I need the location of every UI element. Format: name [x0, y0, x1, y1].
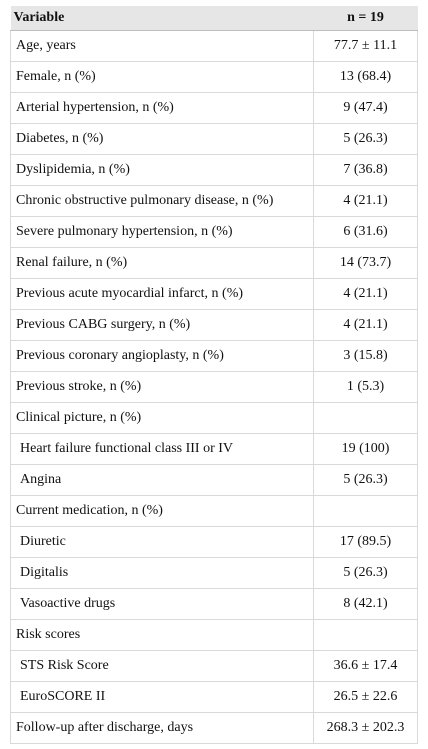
row-label: STS Risk Score [11, 651, 314, 682]
row-value: 17 (89.5) [314, 527, 418, 558]
row-value: 3 (15.8) [314, 341, 418, 372]
table-row [11, 186, 418, 217]
row-value [314, 496, 418, 527]
row-label: Age, years [11, 31, 314, 62]
table-row [11, 713, 418, 744]
row-value: 13 (68.4) [314, 62, 418, 93]
row-label: EuroSCORE II [11, 682, 314, 713]
row-label: Angina [11, 465, 314, 496]
row-value: 5 (26.3) [314, 465, 418, 496]
row-label: Vasoactive drugs [11, 589, 314, 620]
table-row [11, 93, 418, 124]
row-value: 19 (100) [314, 434, 418, 465]
row-value: 5 (26.3) [314, 558, 418, 589]
row-label: Female, n (%) [11, 62, 314, 93]
row-value: 9 (47.4) [314, 93, 418, 124]
table-row [11, 589, 418, 620]
table-header-row [11, 6, 418, 31]
row-label: Clinical picture, n (%) [11, 403, 314, 434]
table-row [11, 248, 418, 279]
row-label: Previous coronary angioplasty, n (%) [11, 341, 314, 372]
table-row [11, 434, 418, 465]
header-value: n = 19 [314, 6, 418, 31]
table-row [11, 682, 418, 713]
table-row [11, 31, 418, 62]
row-value: 14 (73.7) [314, 248, 418, 279]
table-container [10, 6, 417, 744]
row-label: Diuretic [11, 527, 314, 558]
table-row [11, 620, 418, 651]
table-body [11, 31, 418, 744]
header-variable: Variable [11, 6, 314, 31]
row-value: 5 (26.3) [314, 124, 418, 155]
row-value: 1 (5.3) [314, 372, 418, 403]
row-value: 7 (36.8) [314, 155, 418, 186]
table-row [11, 310, 418, 341]
table-row [11, 372, 418, 403]
row-label: Digitalis [11, 558, 314, 589]
row-label: Previous stroke, n (%) [11, 372, 314, 403]
row-value: 8 (42.1) [314, 589, 418, 620]
row-label: Diabetes, n (%) [11, 124, 314, 155]
row-label: Renal failure, n (%) [11, 248, 314, 279]
row-label: Dyslipidemia, n (%) [11, 155, 314, 186]
row-value: 4 (21.1) [314, 279, 418, 310]
table-row [11, 558, 418, 589]
row-value: 36.6 ± 17.4 [314, 651, 418, 682]
table-row [11, 279, 418, 310]
row-label: Previous CABG surgery, n (%) [11, 310, 314, 341]
row-value: 6 (31.6) [314, 217, 418, 248]
table-row [11, 124, 418, 155]
row-label: Previous acute myocardial infarct, n (%) [11, 279, 314, 310]
table-row [11, 527, 418, 558]
row-value: 4 (21.1) [314, 186, 418, 217]
baseline-characteristics-table [10, 6, 418, 744]
table-row [11, 651, 418, 682]
table-row [11, 403, 418, 434]
table-row [11, 62, 418, 93]
row-label: Chronic obstructive pulmonary disease, n (%) [11, 186, 314, 217]
row-value: 268.3 ± 202.3 [314, 713, 418, 744]
row-label: Arterial hypertension, n (%) [11, 93, 314, 124]
row-label: Risk scores [11, 620, 314, 651]
table-row [11, 496, 418, 527]
table-row [11, 155, 418, 186]
row-value: 4 (21.1) [314, 310, 418, 341]
row-value: 77.7 ± 11.1 [314, 31, 418, 62]
row-value [314, 620, 418, 651]
table-row [11, 217, 418, 248]
row-value [314, 403, 418, 434]
row-label: Follow-up after discharge, days [11, 713, 314, 744]
table-row [11, 465, 418, 496]
table-row [11, 341, 418, 372]
row-label: Severe pulmonary hypertension, n (%) [11, 217, 314, 248]
row-label: Heart failure functional class III or IV [11, 434, 314, 465]
row-label: Current medication, n (%) [11, 496, 314, 527]
row-value: 26.5 ± 22.6 [314, 682, 418, 713]
